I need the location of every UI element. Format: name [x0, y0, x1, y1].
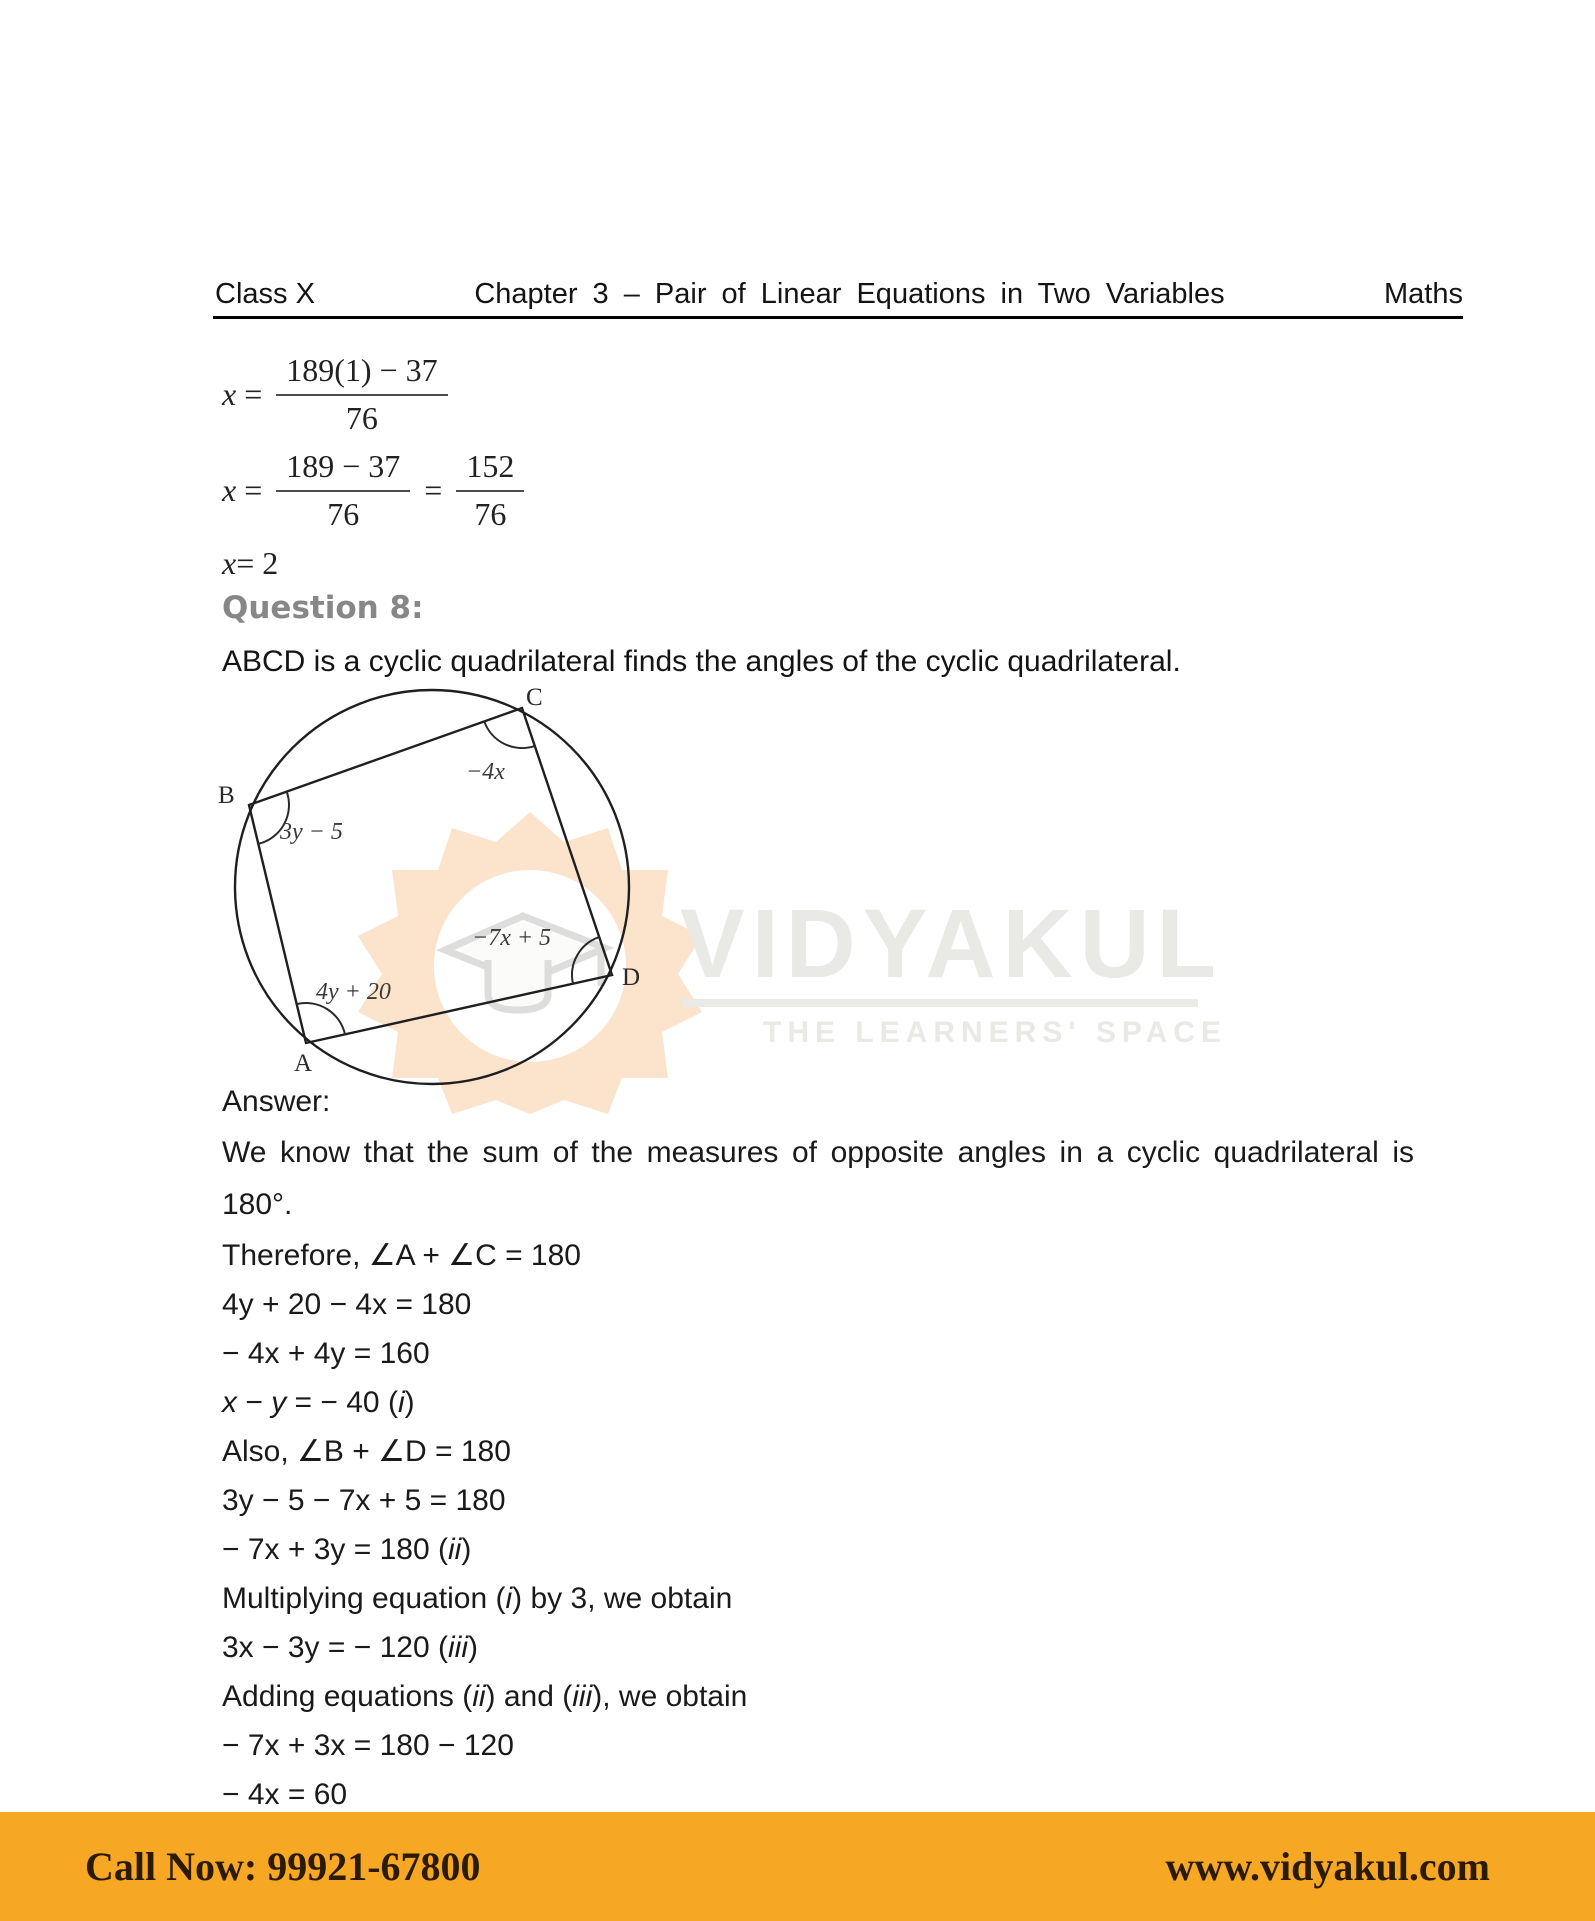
- answer-label: Answer:: [222, 1085, 331, 1118]
- footer-website-link[interactable]: www.vidyakul.com: [1165, 1844, 1490, 1889]
- angle-label-d: −7x + 5: [472, 925, 552, 951]
- footer-call-now: Call Now: 99921-67800: [85, 1844, 481, 1889]
- answer-step: 4y + 20 − 4x = 180: [222, 1288, 472, 1321]
- answer-step: Adding equations (ii) and (iii), we obtain: [222, 1680, 748, 1713]
- answer-step: 3x − 3y = − 120 (iii): [222, 1631, 478, 1664]
- header-subject: Maths: [1384, 278, 1463, 310]
- answer-steps: [222, 1240, 747, 1828]
- vertex-label-c: C: [526, 687, 543, 711]
- angle-label-b: 3y − 5: [280, 819, 343, 845]
- angle-arcs: [258, 721, 599, 1034]
- header-class: Class X: [215, 278, 315, 310]
- answer-step: 3y − 5 − 7x + 5 = 180: [222, 1484, 506, 1517]
- cyclic-quadrilateral-diagram: [182, 687, 682, 1087]
- equation-1-lhs: x =: [222, 376, 263, 412]
- answer-step: − 7x + 3y = 180 (ii): [222, 1533, 472, 1566]
- fraction: [456, 448, 524, 533]
- fraction: [276, 448, 410, 533]
- answer-step: − 7x + 3x = 180 − 120: [222, 1729, 514, 1762]
- answer-intro-line2: 180°.: [222, 1188, 293, 1221]
- fraction-denominator: 76: [474, 496, 507, 532]
- answer-step: − 4x = 60: [222, 1778, 348, 1811]
- equation-2-lhs: x =: [222, 472, 263, 508]
- fraction-numerator: 152: [456, 448, 524, 492]
- vertex-label-b: B: [218, 782, 235, 809]
- page-header: [215, 278, 1463, 311]
- answer-step: − 4x + 4y = 160: [222, 1337, 430, 1370]
- vertex-label-d: D: [622, 964, 641, 991]
- equals-sign: =: [424, 472, 443, 508]
- quadrilateral-abcd: [249, 708, 612, 1043]
- fraction: [276, 352, 447, 437]
- fraction-denominator: 76: [327, 496, 360, 532]
- footer-bar: [0, 1812, 1595, 1921]
- question-text: ABCD is a cyclic quadrilateral finds the angles of the cyclic quadrilateral.: [222, 645, 1181, 678]
- equation-1: [222, 352, 456, 437]
- fraction-denominator: 76: [345, 400, 378, 436]
- fraction-numerator: 189 − 37: [276, 448, 410, 492]
- watermark-tagline: THE LEARNERS' SPACE: [763, 1016, 1227, 1049]
- header-divider: [213, 316, 1463, 319]
- vertex-label-a: A: [294, 1050, 313, 1077]
- circumscribed-circle: [235, 690, 629, 1084]
- header-chapter-title: Chapter 3 – Pair of Linear Equations in Two Variables: [474, 278, 1225, 310]
- angle-arc-d: [572, 937, 599, 984]
- answer-step: Multiplying equation (i) by 3, we obtain: [222, 1582, 733, 1615]
- vidyakul-watermark-text: VIDYAKUL: [680, 889, 1223, 998]
- equation-2: [222, 448, 532, 533]
- fraction-numerator: 189(1) − 37: [276, 352, 447, 396]
- angle-label-c: −4x: [466, 759, 505, 785]
- answer-step: Also, ∠B + ∠D = 180: [222, 1435, 511, 1468]
- answer-intro-line1: We know that the sum of the measures of opposite angles in a cyclic quadrilateral is: [222, 1136, 1414, 1169]
- equation-3: x = 2: [222, 545, 279, 581]
- answer-step: Therefore, ∠A + ∠C = 180: [222, 1239, 581, 1272]
- angle-label-a: 4y + 20: [316, 979, 391, 1005]
- watermark-underline: [682, 999, 1198, 1007]
- answer-step: x − y = − 40 (i): [222, 1386, 415, 1419]
- question-label: Question 8:: [222, 590, 424, 626]
